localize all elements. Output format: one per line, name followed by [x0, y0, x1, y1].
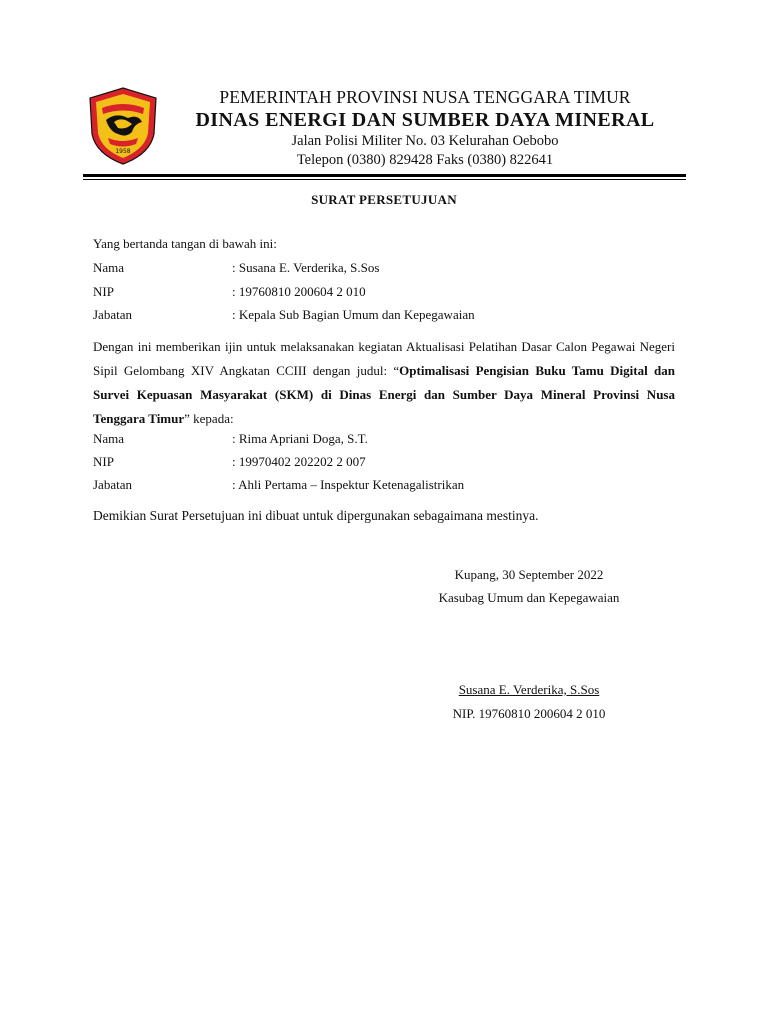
body-text-after: ” kepada:	[184, 411, 234, 426]
government-name: PEMERINTAH PROVINSI NUSA TENGGARA TIMUR	[219, 87, 631, 107]
agency-contact: Telepon (0380) 829428 Faks (0380) 822641	[296, 152, 554, 168]
signer-nip-value: : 19760810 200604 2 010	[232, 284, 366, 299]
signer-nip-label: NIP	[93, 284, 114, 299]
body-paragraph	[93, 335, 675, 431]
signature-name-wrap	[370, 682, 688, 698]
recipient-name-value: : Rima Apriani Doga, S.T.	[232, 431, 368, 446]
signature-place-date: Kupang, 30 September 2022	[454, 567, 604, 582]
body-text-before: Dengan ini memberikan ijin untuk melaksanakan kegiatan Aktualisasi Pelatihan Dasar Calon Pegawai Negeri Sipil Gelombang XIV Angkatan CCIII dengan judul: “	[93, 339, 675, 378]
recipient-name-label: Nama	[93, 431, 125, 446]
recipient-nip-value: : 19970402 202202 2 007	[232, 454, 366, 469]
recipient-position-value: : Ahli Pertama – Inspektur Ketenagalistrikan	[232, 477, 465, 492]
activity-title: Optimalisasi Pengisian Buku Tamu Digital dan Survei Kepuasan Masyarakat (SKM) di Dinas Energi dan Sumber Daya Mineral Provinsi Nusa Tenggara Timur	[93, 363, 675, 426]
recipient-nip-label: NIP	[93, 454, 114, 469]
signature-position: Kasubag Umum dan Kepegawaian	[438, 590, 620, 605]
agency-address: Jalan Polisi Militer No. 03 Kelurahan Oebobo	[291, 133, 559, 149]
intro-text: Yang bertanda tangan di bawah ini:	[93, 236, 277, 251]
letterhead	[170, 86, 680, 170]
signer-name-value: : Susana E. Verderika, S.Sos	[232, 260, 380, 275]
logo-year-text: 1958	[115, 148, 131, 155]
signer-position-label: Jabatan	[93, 307, 132, 322]
signature-nip: NIP. 19760810 200604 2 010	[452, 706, 606, 721]
signer-position-value: : Kepala Sub Bagian Umum dan Kepegawaian	[232, 307, 475, 322]
province-emblem-logo	[88, 86, 158, 166]
signer-name-label: Nama	[93, 260, 125, 275]
agency-name: DINAS ENERGI DAN SUMBER DAYA MINERAL	[195, 109, 655, 131]
letterhead-divider-thin	[83, 179, 686, 180]
recipient-position-label: Jabatan	[93, 477, 132, 492]
document-title: SURAT PERSETUJUAN	[311, 192, 457, 207]
closing-statement: Demikian Surat Persetujuan ini dibuat untuk dipergunakan sebagaimana mestinya.	[93, 508, 539, 523]
letterhead-divider	[83, 174, 686, 177]
signature-name: Susana E. Verderika, S.Sos	[458, 682, 600, 697]
